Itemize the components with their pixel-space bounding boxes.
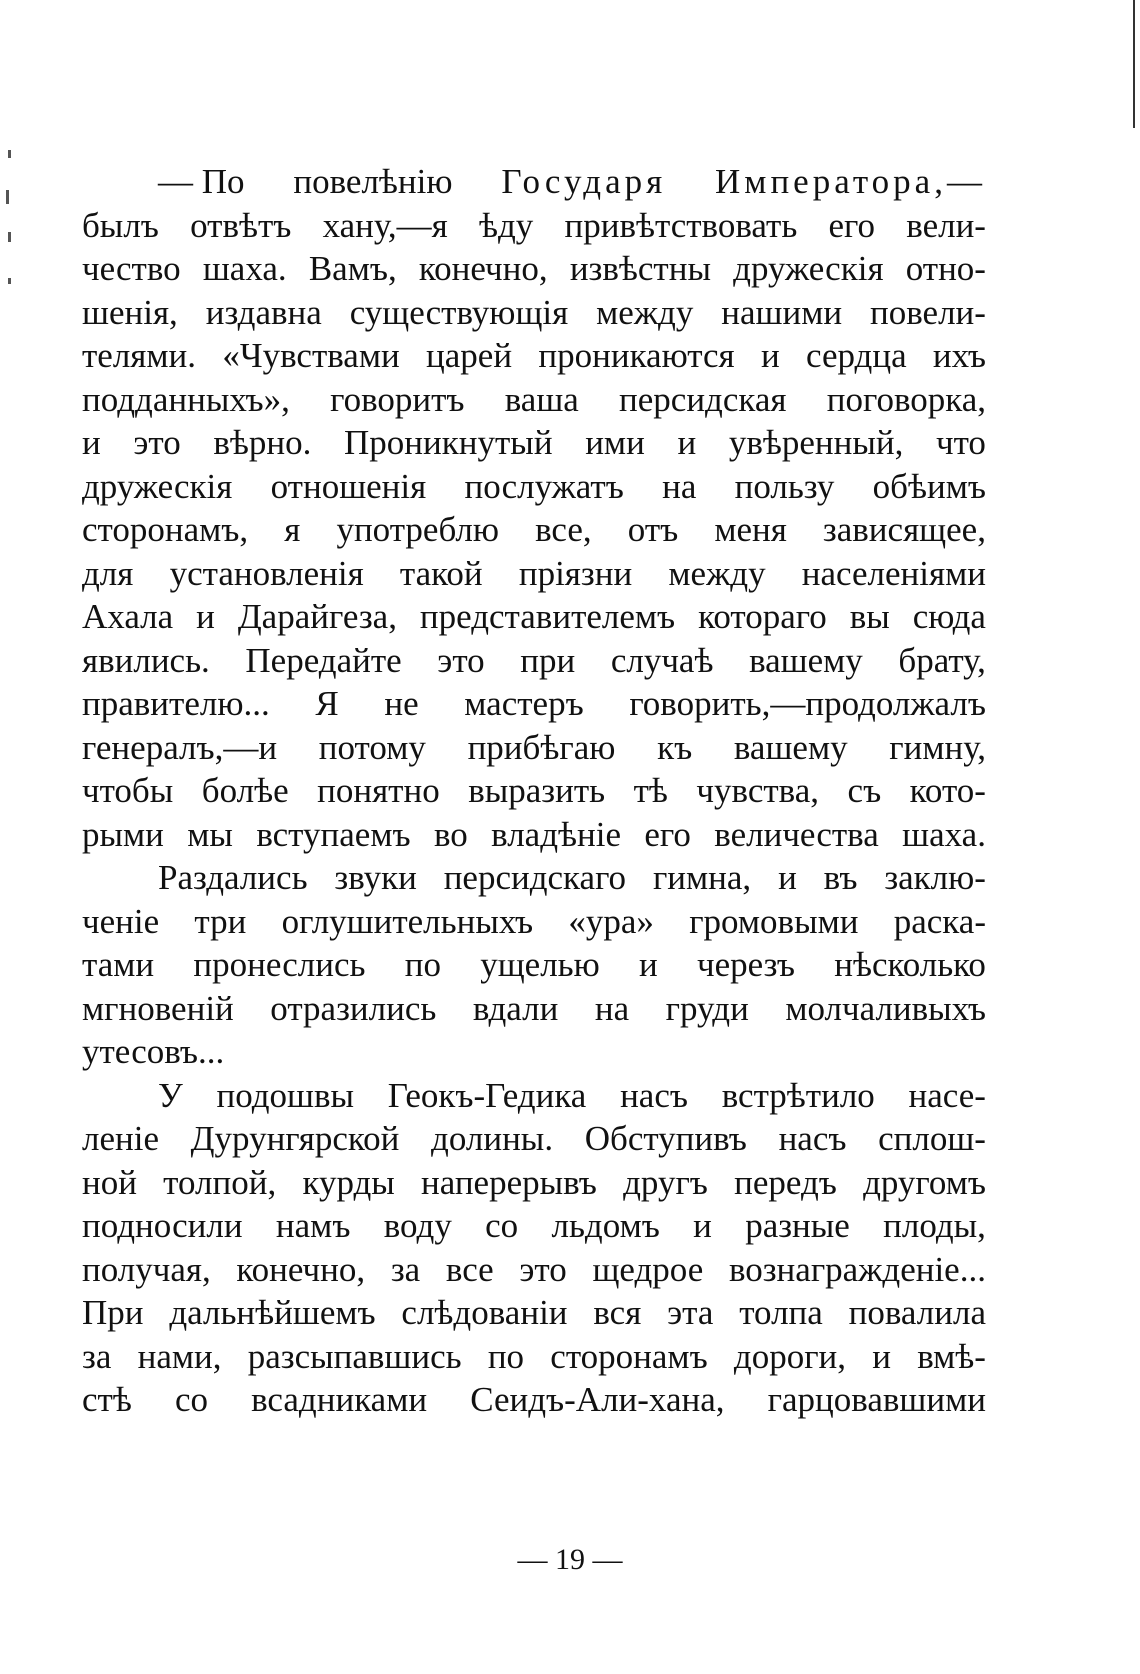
- word: стѣ: [82, 1380, 132, 1419]
- word: царей: [426, 336, 513, 375]
- word: тами: [82, 945, 155, 984]
- word: кото-: [909, 771, 986, 810]
- word: и: [778, 858, 797, 897]
- word: другомъ: [863, 1162, 986, 1202]
- word: конечно,: [418, 249, 548, 288]
- word: его: [828, 205, 876, 245]
- word: говорить,—продолжалъ: [629, 684, 986, 723]
- word: и: [693, 1206, 712, 1245]
- word: меня: [714, 510, 787, 549]
- word: и: [196, 597, 215, 636]
- text-line: [82, 160, 986, 204]
- word: пріязни: [518, 553, 633, 593]
- word: повелѣнію: [293, 162, 453, 201]
- word: разные: [745, 1206, 850, 1245]
- word: курды: [302, 1162, 395, 1202]
- word: для: [82, 553, 134, 593]
- word: между: [668, 553, 766, 593]
- word: ими: [585, 423, 645, 462]
- text-line: [82, 247, 986, 291]
- word: Императора,—: [715, 162, 986, 201]
- word: гимну,: [889, 727, 986, 767]
- word: мастеръ: [464, 684, 584, 723]
- word: У: [158, 1075, 183, 1115]
- word: персидскаго: [443, 858, 627, 897]
- text-line: [82, 943, 986, 987]
- text-line: [82, 726, 986, 770]
- word: извѣстны: [569, 249, 711, 288]
- word: встрѣтило: [721, 1075, 875, 1115]
- word: со: [174, 1380, 208, 1419]
- word: вся: [593, 1293, 642, 1332]
- text-line: [82, 1335, 986, 1379]
- text-line: [82, 813, 986, 857]
- word: слѣдованіи: [401, 1293, 568, 1332]
- word: Передайте: [245, 640, 402, 680]
- word: по: [487, 1336, 525, 1376]
- word: отношенія: [270, 466, 427, 506]
- word: генералъ,—и: [82, 727, 278, 767]
- word: шаха.: [202, 249, 287, 288]
- word: щедрое: [592, 1249, 704, 1289]
- word: сюда: [912, 597, 986, 636]
- word: былъ: [82, 205, 159, 245]
- word: на: [662, 466, 697, 506]
- word: въ: [823, 858, 858, 897]
- text-line: [82, 682, 986, 726]
- word: сторонамъ,: [82, 510, 249, 549]
- word: обѣимъ: [872, 466, 986, 506]
- text-line: [82, 421, 986, 465]
- text-line: [82, 378, 986, 422]
- margin-speck: [6, 190, 9, 204]
- text-line: [82, 1074, 986, 1118]
- word: и: [639, 945, 658, 984]
- word: вдали: [472, 988, 559, 1028]
- page-edge-line: [1133, 0, 1135, 128]
- word: и: [760, 336, 780, 375]
- word: такой: [399, 553, 483, 593]
- text-line: [82, 334, 986, 378]
- word: Геокъ-Гедика: [387, 1075, 587, 1115]
- word: подошвы: [216, 1075, 355, 1115]
- word: вѣрно.: [213, 423, 312, 462]
- word: персидская: [619, 379, 787, 419]
- word: сердца: [806, 336, 907, 375]
- word: Ахала: [82, 597, 174, 636]
- word: вашему: [733, 727, 848, 767]
- word: брату,: [898, 640, 986, 680]
- word: выразить: [468, 771, 606, 810]
- word: отвѣтъ: [190, 205, 292, 245]
- word: представителемъ: [419, 597, 676, 636]
- word: черезъ: [697, 945, 795, 984]
- word: это: [519, 1249, 567, 1289]
- word: — По: [158, 162, 245, 201]
- text-line: [82, 769, 986, 813]
- word: со: [485, 1206, 519, 1245]
- word: послужатъ: [464, 466, 624, 506]
- word: употреблю: [336, 510, 500, 549]
- text-line: [82, 1161, 986, 1205]
- word: повели-: [870, 292, 986, 332]
- text-line: [82, 595, 986, 639]
- text-line: [82, 1117, 986, 1161]
- word: дружескія: [733, 249, 884, 288]
- word: нами,: [137, 1336, 222, 1376]
- word: Сеидъ-Али-хана,: [470, 1380, 725, 1419]
- word: это: [133, 423, 181, 462]
- word: шаха.: [902, 814, 986, 854]
- word: явились.: [82, 640, 210, 680]
- word: всадниками: [251, 1380, 428, 1419]
- word: вашему: [749, 640, 863, 680]
- word: величества: [714, 814, 879, 854]
- margin-speck: [8, 232, 11, 242]
- word: и: [82, 423, 101, 462]
- word: насъ: [620, 1075, 688, 1115]
- word: толпой,: [163, 1162, 277, 1202]
- text-line: [82, 1291, 986, 1335]
- text-line: [82, 1204, 986, 1248]
- word: его: [644, 814, 691, 854]
- word: пронеслись: [193, 945, 366, 984]
- text-line: [82, 639, 986, 683]
- word: Вамъ,: [308, 249, 397, 288]
- word: «ура»: [568, 901, 654, 941]
- word: отно-: [905, 249, 986, 288]
- word: отъ: [627, 510, 679, 549]
- text-line: [82, 1248, 986, 1292]
- word: владѣніе: [491, 814, 621, 854]
- word: сплош-: [878, 1119, 986, 1158]
- word: громовыми: [689, 901, 859, 941]
- word: вы: [849, 597, 890, 636]
- word: заклю-: [884, 858, 986, 897]
- word: Дурунгярской: [190, 1119, 400, 1158]
- word: за: [82, 1336, 112, 1376]
- word: ной: [82, 1162, 137, 1202]
- body-text: [82, 160, 986, 1422]
- word: это: [437, 640, 485, 680]
- word: отразились: [270, 988, 437, 1028]
- word: При: [82, 1293, 144, 1332]
- word: намъ: [275, 1206, 351, 1245]
- word: прибѣгаю: [467, 727, 616, 767]
- word: болѣе: [201, 771, 289, 810]
- word: Обступивъ: [584, 1119, 747, 1158]
- word: увѣренный,: [728, 423, 904, 462]
- word: я: [284, 510, 301, 549]
- margin-speck: [8, 150, 11, 158]
- word: существующія: [349, 292, 569, 332]
- word: нѣсколько: [834, 945, 986, 984]
- word: ущелью: [480, 945, 600, 984]
- word: за: [390, 1249, 421, 1289]
- word: мгновеній: [82, 988, 234, 1028]
- word: издавна: [205, 292, 322, 332]
- word: понятно: [317, 771, 440, 810]
- word: вмѣ-: [917, 1336, 986, 1376]
- text-line: [82, 1378, 986, 1422]
- word: леніе: [82, 1119, 159, 1158]
- word: чество: [82, 249, 181, 288]
- word: подданныхъ»,: [82, 379, 290, 419]
- word: ченіе: [82, 901, 160, 941]
- word: ѣду: [478, 205, 534, 245]
- text-line: [82, 465, 986, 509]
- word: мы: [187, 814, 233, 854]
- word: пользу: [734, 466, 835, 506]
- word: привѣтствовать: [564, 205, 798, 245]
- word: получая,: [82, 1249, 211, 1289]
- word: подносили: [82, 1206, 243, 1245]
- word: шенія,: [82, 292, 178, 332]
- word: рыми: [82, 814, 164, 854]
- word: Дарайгеза,: [237, 597, 397, 636]
- word: насъ: [778, 1119, 847, 1158]
- word: зависящее,: [822, 510, 986, 549]
- text-line: [82, 856, 986, 900]
- word: воду: [383, 1206, 452, 1245]
- word: гарцовавшими: [767, 1380, 986, 1419]
- text-line: [82, 204, 986, 248]
- word: конечно,: [236, 1249, 366, 1289]
- word: и: [872, 1336, 891, 1376]
- word: тѣ: [633, 771, 668, 810]
- word: льдомъ: [551, 1206, 660, 1245]
- word: оглушительныхъ: [281, 901, 534, 941]
- word: котораго: [698, 597, 827, 636]
- word: повалила: [848, 1293, 986, 1332]
- word: къ: [657, 727, 693, 767]
- text-line: [82, 291, 986, 335]
- word: звуки: [334, 858, 417, 897]
- word: чувства,: [696, 771, 820, 810]
- word: передъ: [734, 1162, 837, 1202]
- word: говоритъ: [330, 379, 465, 419]
- word: все,: [535, 510, 592, 549]
- word: утесовъ...: [82, 1032, 225, 1071]
- word: вступаемъ: [256, 814, 411, 854]
- word: «Чувствами: [222, 336, 400, 375]
- word: плоды,: [883, 1206, 986, 1245]
- word: во: [433, 814, 468, 854]
- text-line: [82, 552, 986, 596]
- word: на: [594, 988, 630, 1028]
- word: не: [384, 684, 419, 723]
- word: и: [677, 423, 697, 462]
- word: долины.: [431, 1119, 554, 1158]
- word: разсыпавшись: [247, 1336, 462, 1376]
- word: груди: [665, 988, 749, 1028]
- text-line: [82, 900, 986, 944]
- word: что: [935, 423, 986, 462]
- word: правителю...: [82, 684, 270, 723]
- text-line: [82, 508, 986, 552]
- word: поговорка,: [826, 379, 986, 419]
- word: молчаливыхъ: [785, 988, 986, 1028]
- word: толпа: [739, 1293, 823, 1332]
- word: дороги,: [733, 1336, 847, 1376]
- word: вознагражденіе...: [728, 1249, 986, 1289]
- page-number: — 19 —: [517, 1543, 623, 1576]
- word: насе-: [908, 1075, 986, 1115]
- word: между: [596, 292, 694, 332]
- word: наперерывъ: [421, 1162, 597, 1202]
- word: съ: [847, 771, 882, 810]
- word: Проникнутый: [344, 423, 553, 462]
- word: дальнѣйшемъ: [169, 1293, 376, 1332]
- word: потому: [318, 727, 426, 767]
- word: нашими: [721, 292, 843, 332]
- word: три: [194, 901, 247, 941]
- word: гимна,: [652, 858, 752, 897]
- word: Я: [315, 684, 339, 723]
- word: раска-: [893, 901, 986, 941]
- word: Раздались: [158, 858, 308, 897]
- word: телями.: [82, 336, 197, 375]
- margin-speck: [8, 278, 11, 284]
- word: дружескія: [82, 466, 233, 506]
- text-line: [82, 987, 986, 1031]
- word: хану,—я: [322, 205, 448, 245]
- word: населеніями: [801, 553, 986, 593]
- word: сторонамъ: [550, 1336, 708, 1376]
- word: проникаются: [538, 336, 735, 375]
- text-line: [82, 1030, 986, 1074]
- word: ваша: [504, 379, 579, 419]
- word: Государя: [501, 162, 667, 201]
- word: по: [404, 945, 441, 984]
- word: вели-: [906, 205, 986, 245]
- word: при: [520, 640, 576, 680]
- word: ихъ: [932, 336, 986, 375]
- word: все: [445, 1249, 494, 1289]
- word: другъ: [623, 1162, 708, 1202]
- word: установленія: [169, 553, 364, 593]
- word: случаѣ: [610, 640, 714, 680]
- word: эта: [667, 1293, 714, 1332]
- word: чтобы: [82, 771, 174, 810]
